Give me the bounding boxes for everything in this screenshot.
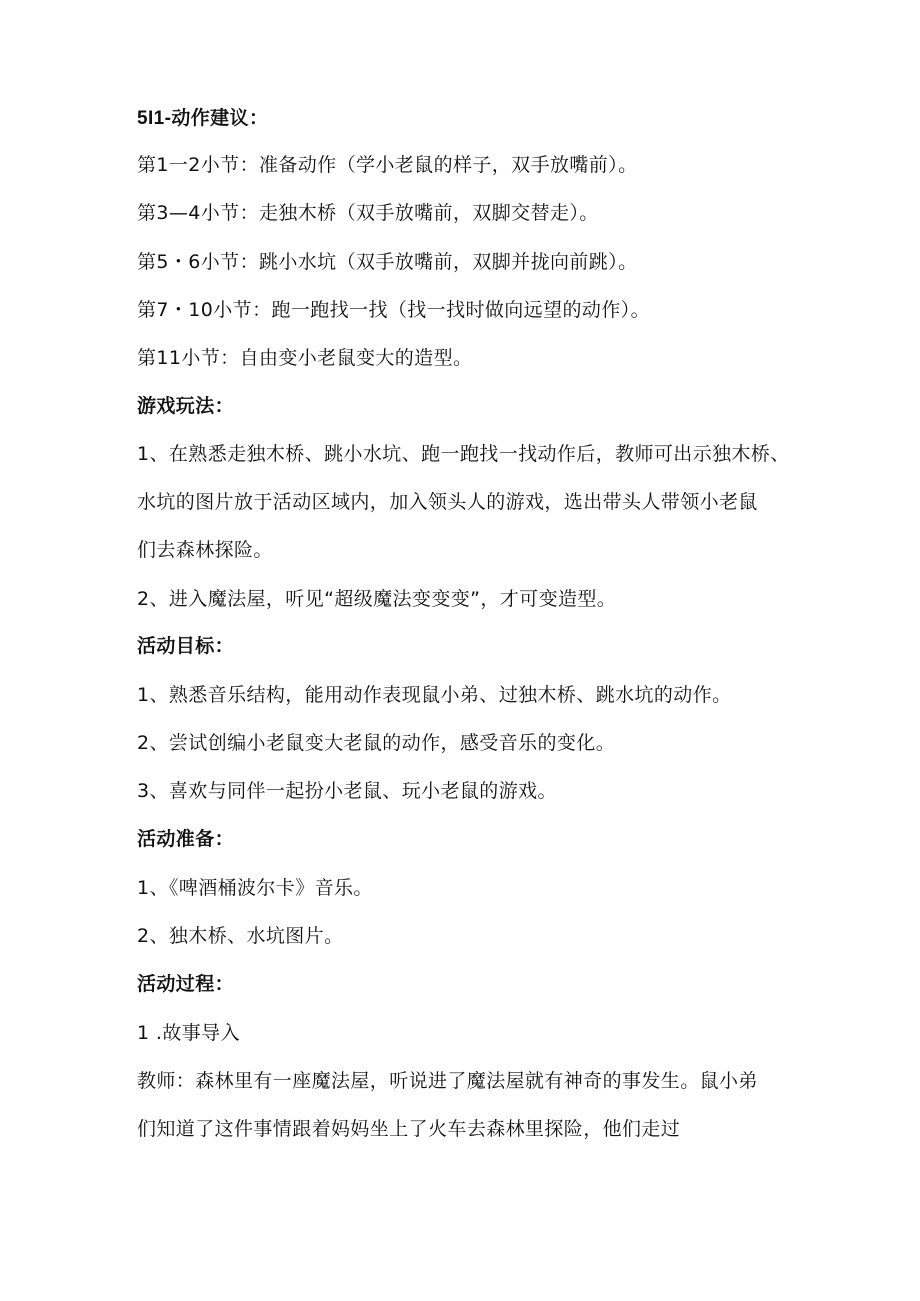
- paragraph-line: 1、在熟悉走独木桥、跳小水坑、跑一跑找一找动作后，教师可出示独木桥、: [137, 443, 790, 465]
- section-heading-actions: 5I1-动作建议：: [137, 108, 269, 129]
- section-heading-game: 游戏玩法：: [137, 396, 235, 417]
- paragraph-line: 第1一2小节：准备动作（学小老鼠的样子，双手放嘴前）。: [137, 154, 638, 176]
- section-heading-goals: 活动目标：: [137, 636, 235, 657]
- paragraph-line: 1、熟悉音乐结构，能用动作表现鼠小弟、过独木桥、跳水坑的动作。: [137, 684, 732, 706]
- paragraph-line: 教师：森林里有一座魔法屋，听说进了魔法屋就有神奇的事发生。鼠小弟: [137, 1070, 758, 1092]
- section-heading-process: 活动过程：: [137, 974, 235, 995]
- paragraph-line: 2、进入魔法屋，听见“超级魔法变变变”，才可变造型。: [137, 588, 617, 610]
- paragraph-line: 2、独木桥、水坑图片。: [137, 925, 344, 947]
- paragraph-line: 水坑的图片放于活动区域内，加入领头人的游戏，选出带头人带领小老鼠: [137, 491, 758, 513]
- paragraph-line: 们去森林探险。: [137, 539, 273, 561]
- paragraph-line: 们知道了这件事情跟着妈妈坐上了火车去森林里探险，他们走过: [137, 1118, 681, 1140]
- paragraph-line: 3、喜欢与同伴一起扮小老鼠、玩小老鼠的游戏。: [137, 780, 557, 802]
- paragraph-line: 第7・10小节：跑一跑找一找（找一找时做向远望的动作）。: [137, 299, 650, 321]
- paragraph-line: 第5・6小节：跳小水坑（双手放嘴前，双脚并拢向前跳）。: [137, 251, 638, 273]
- paragraph-line: 1 .故事导入: [137, 1022, 240, 1044]
- paragraph-line: 第11小节：自由变小老鼠变大的造型。: [137, 347, 473, 369]
- paragraph-line: 1、《啤酒桶波尔卡》音乐。: [137, 877, 373, 899]
- section-heading-prep: 活动准备：: [137, 829, 235, 850]
- paragraph-line: 第3—4小节：走独木桥（双手放嘴前，双脚交替走）。: [137, 202, 599, 224]
- paragraph-line: 2、尝试创编小老鼠变大老鼠的动作，感受音乐的变化。: [137, 732, 616, 754]
